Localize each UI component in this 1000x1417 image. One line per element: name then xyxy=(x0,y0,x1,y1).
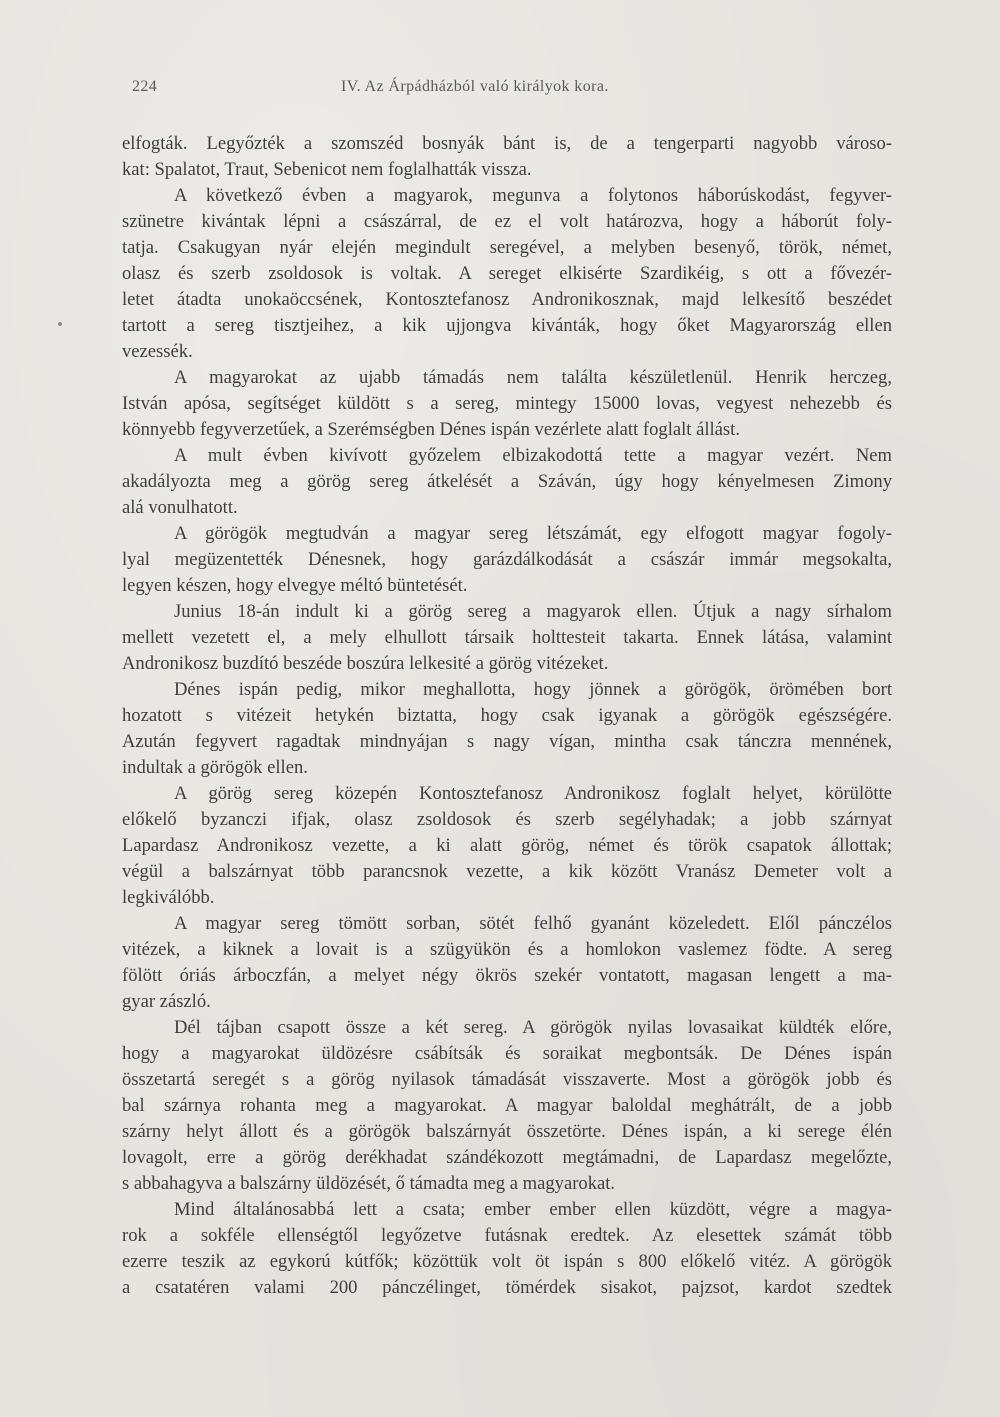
text-line: s abbahagyva a balszárny üldözését, ő támadta meg a magyarokat. xyxy=(122,1173,616,1194)
text-line: István apósa, segítséget küldött s a sereg, mintegy 15000 lovas, vegyest nehezebb és xyxy=(122,393,892,414)
running-head xyxy=(126,78,894,100)
text-line: A magyar sereg tömött sorban, sötét felhő gyanánt közeledett. Elől pánczélos xyxy=(174,913,892,934)
text-line: szárny helyt állott és a görögök balszárnyát összetörte. Dénes ispán, a ki serege élén xyxy=(122,1121,892,1142)
text-line: Mind általánosabbá lett a csata; ember ember ellen küzdött, végre a magya- xyxy=(174,1199,892,1220)
text-line: ezerre teszik az egykorú kútfők; közöttük volt öt ispán s 800 előkelő vitéz. A görögök xyxy=(122,1251,892,1272)
text-line: szünetre kivántak lépni a császárral, de ez el volt határozva, hogy a háborút foly- xyxy=(122,211,892,232)
text-line: rok a sokféle ellenségtől legyőzetve futásnak eredtek. Az elesettek számát több xyxy=(122,1225,892,1246)
text-line: vezessék. xyxy=(122,341,193,362)
text-line: legkiválóbb. xyxy=(122,887,215,908)
text-line: kat: Spalatot, Traut, Sebenicot nem foglalhatták vissza. xyxy=(122,159,532,180)
text-line: lyal megüzentették Dénesnek, hogy garázdálkodását a császár immár megsokalta, xyxy=(122,549,892,570)
text-line: tatja. Csakugyan nyár elején megindult seregével, a melyben besenyő, török, német, xyxy=(122,237,892,258)
text-line: lovagolt, erre a görög derékhadat szándékozott megtámadni, de Lapardasz megelőzte, xyxy=(122,1147,892,1168)
text-line: bal szárnya rohanta meg a magyarokat. A magyar baloldal meghátrált, de a jobb xyxy=(122,1095,892,1116)
text-line: indultak a görögök ellen. xyxy=(122,757,308,778)
text-line: letet átadta unokaöccsének, Kontosztefanosz Andronikosznak, majd lelkesítő beszédet xyxy=(122,289,892,310)
text-line: összetartá seregét s a görög nyilasok támadását visszaverte. Most a görögök jobb és xyxy=(122,1069,892,1090)
text-line: Andronikosz buzdító beszéde boszúra lelkesité a görög vitézeket. xyxy=(122,653,609,674)
text-line: akadályozta meg a görög sereg átkelését a Száván, úgy hogy kényelmesen Zimony xyxy=(122,471,892,492)
text-line: elfogták. Legyőzték a szomszéd bosnyák bánt is, de a tengerparti nagyobb városo- xyxy=(122,133,892,154)
text-line: Azután fegyvert ragadtak mindnyájan s nagy vígan, mintha csak tánczra mennének, xyxy=(122,731,892,752)
text-line: alá vonulhatott. xyxy=(122,497,238,518)
text-line: fölött óriás árboczfán, a melyet négy ökrös szekér vontatott, magasan lengett a ma- xyxy=(122,965,892,986)
margin-speck xyxy=(58,322,62,326)
text-line: A magyarokat az ujabb támadás nem találta készületlenül. Henrik herczeg, xyxy=(174,367,892,388)
text-line: A mult évben kivívott győzelem elbizakodottá tette a magyar vezért. Nem xyxy=(174,445,892,466)
text-line: gyar zászló. xyxy=(122,991,211,1012)
text-line: hozatott s vitézeit hetykén biztatta, hogy csak igyanak a görögök egészségére. xyxy=(122,705,892,726)
text-line: Lapardasz Andronikosz vezette, a ki alatt görög, német és török csapatok állottak; xyxy=(122,835,892,856)
body-text xyxy=(122,131,892,1301)
text-line: A következő évben a magyarok, megunva a folytonos háborúskodást, fegyver- xyxy=(174,185,892,206)
text-line: legyen készen, hogy elvegye méltó büntetését. xyxy=(122,575,468,596)
page-number: 224 xyxy=(132,78,158,95)
text-line: hogy a magyarokat üldözésre csábítsák és soraikat megbontsák. De Dénes ispán xyxy=(122,1043,892,1064)
running-title: IV. Az Árpádházból való királyok kora. xyxy=(341,78,609,95)
text-line: a csatatéren valami 200 pánczélinget, tömérdek sisakot, pajzsot, kardot szedtek xyxy=(122,1277,892,1298)
text-line: Dél tájban csapott össze a két sereg. A görögök nyilas lovasaikat küldték előre, xyxy=(174,1017,892,1038)
text-line: olasz és szerb zsoldosok is voltak. A sereget elkisérte Szardikéig, s ott a fővezér- xyxy=(122,263,892,284)
text-line: Dénes ispán pedig, mikor meghallotta, hogy jönnek a görögök, örömében bort xyxy=(174,679,892,700)
text-line: tartott a sereg tisztjeihez, a kik ujjongva kivánták, hogy őket Magyarország ellen xyxy=(122,315,892,336)
text-line: mellett vezetett el, a mely elhullott társaik holttesteit takarta. Ennek látása, valamint xyxy=(122,627,892,648)
text-line: Junius 18-án indult ki a görög sereg a magyarok ellen. Útjuk a nagy sírhalom xyxy=(174,601,892,622)
text-line: előkelő byzanczi ifjak, olasz zsoldosok és szerb segélyhadak; a jobb szárnyat xyxy=(122,809,892,830)
text-line: vitézek, a kiknek a lovait is a szügyükön és a homlokon vaslemez födte. A sereg xyxy=(122,939,892,960)
text-line: A görögök megtudván a magyar sereg létszámát, egy elfogott magyar fogoly- xyxy=(174,523,892,544)
text-line: A görög sereg közepén Kontosztefanosz Andronikosz foglalt helyet, körülötte xyxy=(174,783,892,804)
text-line: könnyebb fegyverzetűek, a Szerémségben Dénes ispán vezérlete alatt foglalt állást. xyxy=(122,419,740,440)
text-line: végül a balszárnyat több parancsnok vezette, a kik között Vranász Demeter volt a xyxy=(122,861,892,882)
